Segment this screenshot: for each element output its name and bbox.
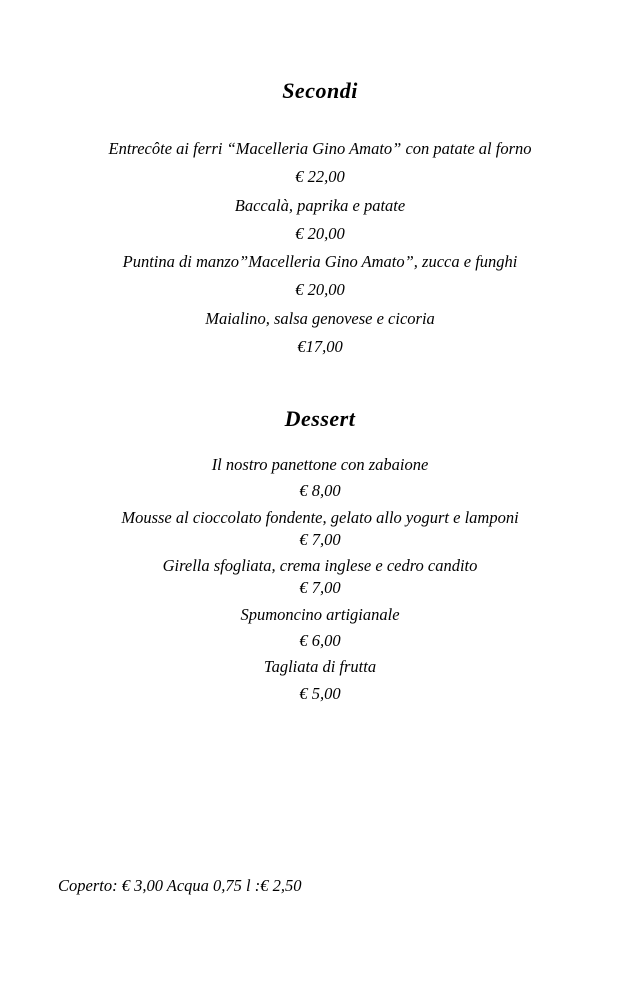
dish-price: € 8,00 — [299, 481, 341, 501]
section-title-dessert: Dessert — [284, 406, 356, 432]
dish-name: Girella sfogliata, crema inglese e cedro candito — [162, 556, 478, 576]
list-item — [40, 555, 600, 600]
list-item — [40, 251, 600, 302]
list-item — [40, 604, 600, 653]
dish-price: € 22,00 — [295, 167, 345, 187]
menu-page — [0, 78, 640, 984]
section-title-secondi: Secondi — [282, 78, 358, 103]
dish-name: Mousse al cioccolato fondente, gelato allo yogurt e lamponi — [121, 507, 519, 527]
dish-name: Puntina di manzo”Macelleria Gino Amato”, zucca e funghi — [122, 252, 518, 272]
list-item — [40, 656, 600, 705]
secondi-item-list — [40, 138, 600, 358]
cover-charge-note: Coperto: € 3,00 Acqua 0,75 l :€ 2,50 — [58, 876, 302, 895]
dish-name: Baccalà, paprika e patate — [234, 195, 406, 215]
dish-price: € 5,00 — [299, 683, 341, 703]
dish-name: Tagliata di frutta — [263, 657, 377, 677]
dish-name: Entrecôte ai ferri “Macelleria Gino Amato” con patate al forno — [108, 139, 532, 158]
dish-price: €17,00 — [297, 336, 343, 356]
dish-name: Maialino, salsa genovese e cicoria — [205, 308, 435, 328]
list-item — [40, 507, 600, 552]
list-item — [40, 454, 600, 503]
list-item — [40, 308, 600, 359]
dish-price: € 20,00 — [295, 280, 345, 300]
list-item — [40, 195, 600, 246]
dish-price: € 20,00 — [295, 223, 345, 243]
list-item — [40, 138, 600, 189]
dish-name: Il nostro panettone con zabaione — [211, 455, 429, 475]
dish-price: € 7,00 — [299, 529, 341, 549]
dish-name: Spumoncino artigianale — [240, 604, 400, 624]
dish-price: € 6,00 — [299, 630, 341, 650]
dish-price: € 7,00 — [299, 578, 341, 598]
dessert-item-list — [40, 454, 600, 705]
